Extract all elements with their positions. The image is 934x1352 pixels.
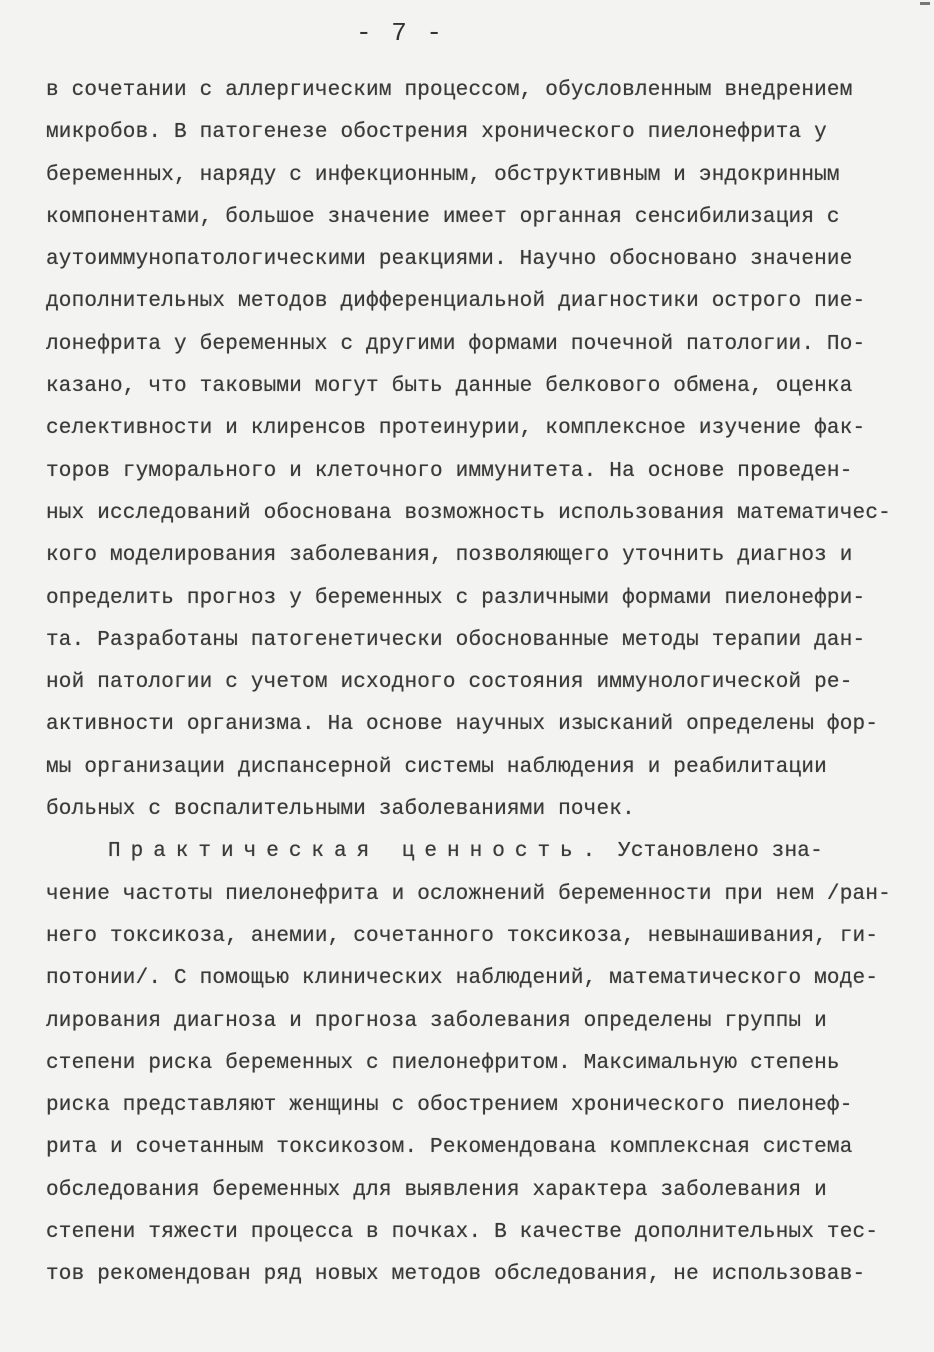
text-line: больных с воспалительными заболеваниями почек.: [46, 798, 635, 822]
section-heading: Практическая ценность.: [108, 840, 606, 864]
text-line: мы организации диспансерной системы наблюдения и реабилитации: [46, 755, 827, 779]
text-line: ных исследований обоснована возможность использования математичес-: [46, 501, 891, 525]
text-line: кого моделирования заболевания, позволяющего уточнить диагноз и: [46, 544, 853, 568]
text-line: риска представляют женщины с обострением хронического пиелонеф-: [46, 1094, 853, 1118]
text-line: та. Разработаны патогенетически обоснованные методы терапии дан-: [46, 628, 866, 652]
text-line: обследования беременных для выявления характера заболевания и: [46, 1178, 827, 1202]
section-first-line: [46, 831, 916, 873]
text-line: беременных, наряду с инфекционным, обструктивным и эндокринным: [46, 163, 840, 187]
text-line: определить прогноз у беременных с различными формами пиелонефри-: [46, 586, 866, 610]
text-line: потонии/. С помощью клинических наблюдений, математического моде-: [46, 967, 879, 991]
text-line: активности организма. На основе научных изысканий определены фор-: [46, 713, 879, 737]
text-line: степени тяжести процесса в почках. В качестве дополнительных тес-: [46, 1221, 879, 1245]
body-text: [46, 70, 916, 1297]
text-line: казано, что таковыми могут быть данные белкового обмена, оценка: [46, 375, 853, 399]
page-number: - 7 -: [355, 18, 444, 48]
section-first-line-text: Установлено зна-: [605, 840, 823, 864]
text-line: компонентами, большое значение имеет органная сенсибилизация с: [46, 205, 840, 229]
text-line: тов рекомендован ряд новых методов обследования, не использовав-: [46, 1263, 866, 1287]
text-line: микробов. В патогенезе обострения хронического пиелонефрита у: [46, 121, 827, 145]
text-line: рита и сочетанным токсикозом. Рекомендована комплексная система: [46, 1136, 853, 1160]
text-line: него токсикоза, анемии, сочетанного токсикоза, невынашивания, ги-: [46, 924, 879, 948]
text-line: лонефрита у беременных с другими формами почечной патологии. По-: [46, 332, 866, 356]
text-line: лирования диагноза и прогноза заболевания определены группы и: [46, 1009, 827, 1033]
text-line: чение частоты пиелонефрита и осложнений беременности при нем /ран-: [46, 882, 891, 906]
text-line: в сочетании с аллергическим процессом, обусловленным внедрением: [46, 79, 853, 102]
text-line: селективности и клиренсов протеинурии, комплексное изучение фак-: [46, 417, 866, 441]
text-line: ной патологии с учетом исходного состояния иммунологической ре-: [46, 671, 853, 695]
text-line: аутоиммунопатологическими реакциями. Научно обосновано значение: [46, 248, 853, 272]
scan-mark: [920, 2, 930, 5]
text-line: торов гуморального и клеточного иммунитета. На основе проведен-: [46, 459, 853, 483]
text-line: дополнительных методов дифференциальной диагностики острого пие-: [46, 290, 866, 314]
text-line: степени риска беременных с пиелонефритом. Максимальную степень: [46, 1051, 840, 1075]
